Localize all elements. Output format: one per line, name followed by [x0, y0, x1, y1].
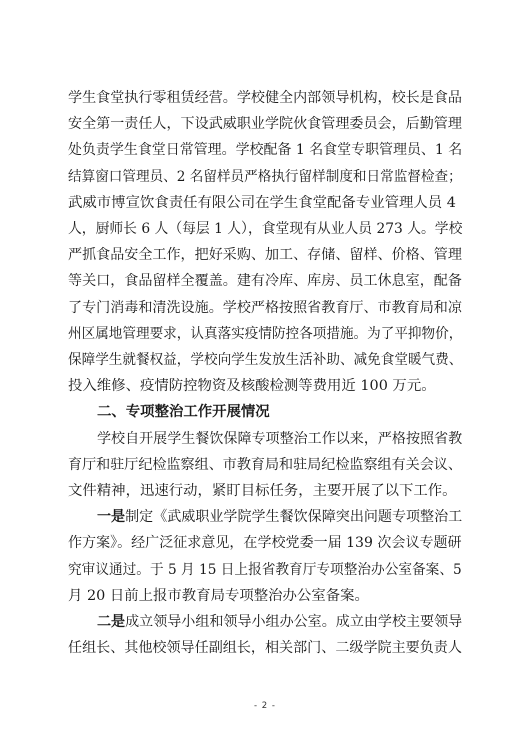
- item1-lead: 一是: [97, 508, 126, 526]
- section-line-text: 文件精神，迅速行动，紧盯目标任务，主要开展了以下工作。: [68, 483, 457, 499]
- body-line-3: [0, 137, 530, 163]
- body-line-9: [0, 295, 530, 321]
- item1-line-2: [0, 530, 530, 556]
- body-line-12: [0, 373, 530, 399]
- item2-line-2: [0, 635, 530, 661]
- body-line-1: [0, 85, 530, 111]
- body-line-text: 了专门消毒和清洗设施。学校严格按照省教育厅、市教育局和凉: [68, 299, 462, 316]
- item1-line-text: 月 20 日前上报市教育局专项整治办公室备案。: [68, 587, 369, 604]
- body-line-8: [0, 268, 530, 294]
- body-line-10: [0, 321, 530, 347]
- body-line-text: 人，厨师长 6 人（每层 1 人），食堂现有从业人员 273 人。学校: [68, 221, 463, 237]
- body-line-text: 处负责学生食堂日常管理。学校配备 1 名食堂专职管理员、1 名: [68, 142, 463, 159]
- body-line-text: 学生食堂执行零租赁经营。学校健全内部领导机构，校长是食品: [68, 90, 462, 106]
- item2-first-line-text: 成立领导小组和领导小组办公室。成立由学校主要领导: [125, 614, 463, 630]
- body-line-text: 投入维修、疫情防控物资及核酸检测等费用近 100 万元。: [68, 378, 436, 395]
- section-line-1: [0, 426, 530, 452]
- body-line-text: 武威市博宣饮食责任有限公司在学生食堂配备专业管理人员 4: [68, 194, 456, 211]
- item1-line-text: 究审议通过。于 5 月 15 日上报省教育厅专项整治办公室备案、5: [68, 561, 462, 578]
- item1-line-4: [0, 583, 530, 609]
- item2-lead: 二是: [97, 613, 126, 630]
- item1-first-line: [0, 504, 530, 530]
- body-line-text: 保障学生就餐权益，学校向学生发放生活补助、减免食堂暖气费、: [68, 352, 463, 368]
- section-line-text: 学校自开展学生餐饮保障专项整治工作以来，严格按照省教: [97, 430, 463, 447]
- item1-line-3: [0, 557, 530, 583]
- body-line-11: [0, 347, 530, 373]
- section-line-text: 育厅和驻厅纪检监察组、市教育局和驻局纪检监察组有关会议、: [68, 456, 462, 473]
- item1-first-line-text: 制定《武威职业学院学生餐饮保障突出问题专项整治工: [125, 509, 463, 526]
- body-line-6: [0, 216, 530, 242]
- section-heading: [0, 399, 530, 425]
- body-line-5: [0, 190, 530, 216]
- section-line-3: [0, 478, 530, 504]
- section-line-2: [0, 452, 530, 478]
- body-line-text: 严抓食品安全工作，把好采购、加工、存储、留样、价格、管理: [68, 247, 462, 264]
- page-number: - 2 -: [254, 701, 276, 711]
- body-line-text: 等关口，食品留样全覆盖。建有冷库、库房、员工休息室，配备: [68, 273, 462, 290]
- section-heading-text: 二、专项整治工作开展情况: [97, 404, 270, 421]
- body-line-text: 安全第一责任人，下设武威职业学院伙食管理委员会，后勤管理: [68, 116, 462, 133]
- body-line-7: [0, 242, 530, 268]
- item2-first-line: [0, 609, 530, 635]
- body-line-2: [0, 111, 530, 137]
- item1-line-text: 作方案》。经广泛征求意见，在学校党委一届 139 次会议专题研: [68, 535, 462, 552]
- body-line-4: [0, 164, 530, 190]
- body-line-text: 结算窗口管理员、2 名留样员严格执行留样制度和日常监督检查；: [68, 168, 462, 185]
- body-line-text: 州区属地管理要求，认真落实疫情防控各项措施。为了平抑物价，: [68, 325, 463, 342]
- item2-line-text: 任组长、其他校领导任副组长，相关部门、二级学院主要负责人: [68, 640, 462, 657]
